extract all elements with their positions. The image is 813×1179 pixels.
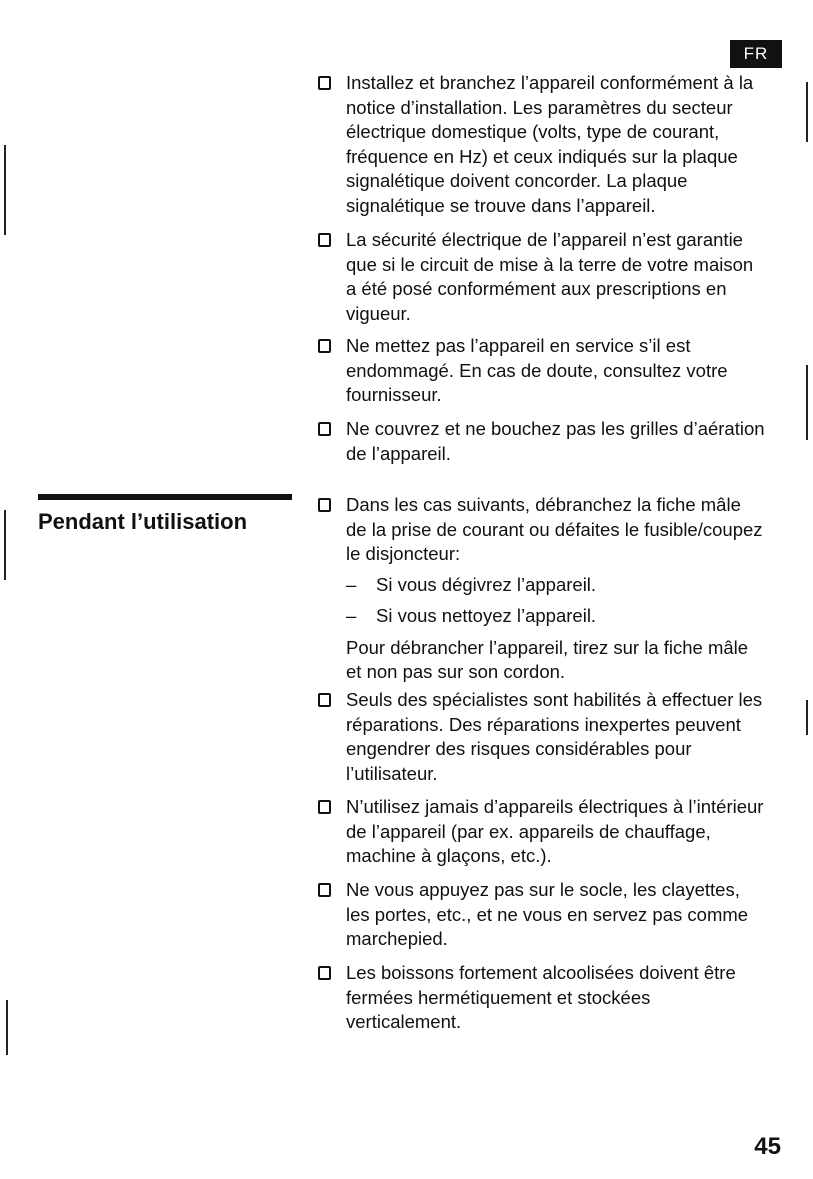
instruction-text: Ne couvrez et ne bouchez pas les grilles d’aération de l’appareil. [346, 418, 765, 464]
instruction-item [346, 493, 786, 685]
unplug-note: Pour débrancher l’appareil, tirez sur la fiche mâle et non pas sur son cordon. [346, 636, 749, 682]
instruction-text: Dans les cas suivants, débranchez la fiche mâle de la prise de courant ou défaites le fusible/coupez le disjoncteur: [346, 494, 763, 564]
instruction-text: Les boissons fortement alcoolisées doivent être fermées hermétiquement et stockées verticalement. [346, 962, 736, 1032]
checkbox-bullet-icon [318, 422, 331, 436]
instruction-item [346, 961, 786, 1035]
instruction-text: Seuls des spécialistes sont habilités à effectuer les réparations. Des réparations inexpertes peuvent engendrer des risques considérables pour l’utilisateur. [346, 689, 763, 784]
instruction-item [346, 334, 786, 408]
instruction-item [346, 71, 786, 218]
checkbox-bullet-icon [318, 498, 331, 512]
instruction-item [346, 417, 786, 466]
language-badge: FR [730, 40, 782, 68]
instruction-text: Ne vous appuyez pas sur le socle, les clayettes, les portes, etc., et ne vous en servez pas comme marchepied. [346, 879, 749, 949]
instruction-item [346, 228, 786, 326]
scan-edge-mark [4, 510, 6, 580]
scan-edge-mark [806, 82, 808, 142]
scan-edge-mark [4, 145, 6, 235]
checkbox-bullet-icon [318, 339, 331, 353]
sub-list-item: – Si vous nettoyez l’appareil. [346, 604, 786, 629]
section-heading: Pendant l’utilisation [38, 509, 248, 534]
checkbox-bullet-icon [318, 693, 331, 707]
section-rule [38, 494, 292, 500]
scan-edge-mark [806, 700, 808, 735]
instruction-text: N’utilisez jamais d’appareils électriques à l’intérieur de l’appareil (par ex. appareils de chauffage, machine à glaçons, etc.). [346, 796, 764, 866]
instruction-item [346, 878, 786, 952]
checkbox-bullet-icon [318, 76, 331, 90]
instruction-text: La sécurité électrique de l’appareil n’est garantie que si le circuit de mise à la terre de votre maison a été posé conformément aux prescriptions en vigueur. [346, 229, 754, 324]
instruction-item [346, 688, 786, 786]
instruction-text: Installez et branchez l’appareil conformément à la notice d’installation. Les paramètres du secteur électrique domestique (volts, type de courant, fréquence en Hz) et ceux indiqués sur la plaque signalétique doivent concorder. La plaque signalétique se trouve dans l’appareil. [346, 72, 754, 216]
instruction-item [346, 795, 786, 869]
sub-list [346, 573, 786, 629]
checkbox-bullet-icon [318, 800, 331, 814]
instruction-text: Ne mettez pas l’appareil en service s’il est endommagé. En cas de doute, consultez votre fournisseur. [346, 335, 728, 405]
checkbox-bullet-icon [318, 233, 331, 247]
checkbox-bullet-icon [318, 966, 331, 980]
page-number: 45 [754, 1133, 781, 1160]
sub-list-item: – Si vous dégivrez l’appareil. [346, 573, 786, 598]
scan-edge-mark [806, 365, 808, 440]
scan-edge-mark [6, 1000, 8, 1055]
checkbox-bullet-icon [318, 883, 331, 897]
